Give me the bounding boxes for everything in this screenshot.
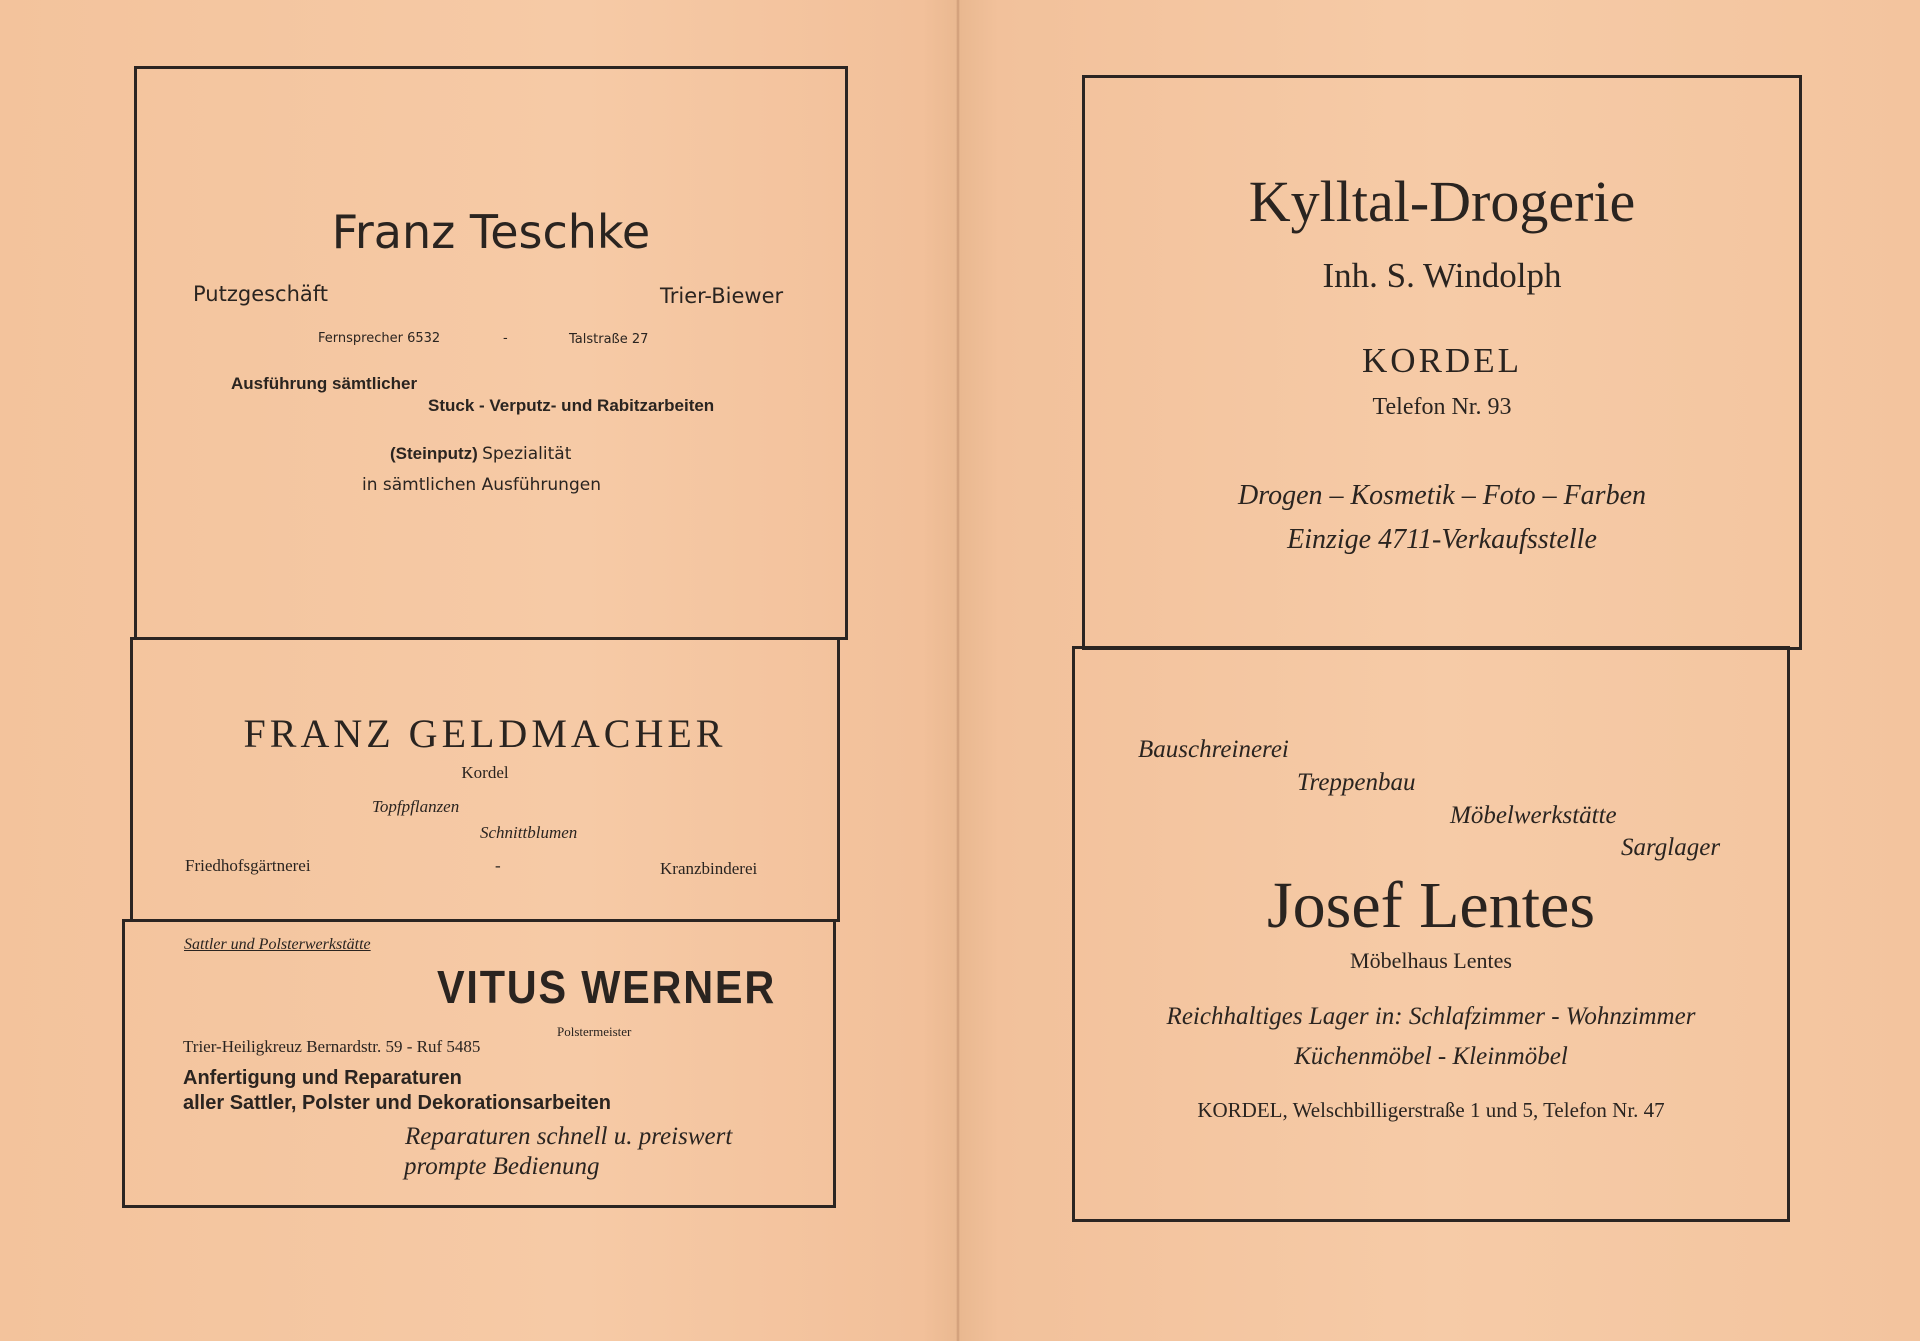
teschke-phone: Fernsprecher 6532 [318,331,441,346]
werner-line1: Anfertigung und Reparaturen [183,1067,462,1089]
geldmacher-item2: Schnittblumen [480,823,578,842]
teschke-specialty [390,444,571,464]
teschke-name: Franz Teschke [331,205,651,259]
werner-slogan2: prompte Bedienung [404,1153,600,1180]
geldmacher-right: Kranzbinderei [660,859,758,878]
drogerie-products: Drogen – Kosmetik – Foto – Farben [1237,480,1647,511]
lentes-address: KORDEL, Welschbilligerstraße 1 und 5, Telefon Nr. 47 [1197,1098,1665,1122]
page-fold [956,0,960,1341]
teschke-spec-bold: (Steinputz) [390,444,478,463]
lentes-name: Josef Lentes [1266,869,1596,942]
lentes-trade2: Treppenbau [1297,769,1416,796]
lentes-trade4: Sarglager [1621,834,1721,861]
teschke-spec-line2: in sämtlichen Ausführungen [362,475,601,495]
geldmacher-place: Kordel [461,763,509,782]
werner-line2: aller Sattler, Polster und Dekorationsarbeiten [183,1092,611,1114]
teschke-spec-rest: Spezialität [482,444,572,464]
geldmacher-left: Friedhofsgärtnerei [185,856,311,875]
teschke-address: Talstraße 27 [569,332,649,347]
lentes-shop: Möbelhaus Lentes [1350,948,1512,973]
drogerie-note: Einzige 4711-Verkaufsstelle [1287,524,1597,555]
werner-trade: Sattler und Polsterwerkstätte [184,936,371,953]
lentes-trade3: Möbelwerkstätte [1450,802,1617,829]
werner-title: Polstermeister [557,1024,632,1039]
geldmacher-separator: - [495,856,501,875]
teschke-line1: Ausführung sämtlicher [231,374,418,393]
drogerie-name: Kylltal-Drogerie [1248,169,1636,234]
werner-slogan1: Reparaturen schnell u. preiswert [405,1123,733,1150]
geldmacher-name: FRANZ GELDMACHER [243,711,727,756]
drogerie-phone: Telefon Nr. 93 [1372,394,1512,420]
werner-address: Trier-Heiligkreuz Bernardstr. 59 - Ruf 5485 [183,1037,481,1056]
geldmacher-item1: Topfpflanzen [372,797,460,816]
teschke-location: Trier-Biewer [660,284,784,308]
lentes-stock2: Küchenmöbel - Kleinmöbel [1294,1043,1568,1070]
teschke-separator: - [503,331,508,346]
lentes-trade1: Bauschreinerei [1138,736,1289,763]
drogerie-place: KORDEL [1362,341,1522,380]
werner-name: VITUS WERNER [437,961,777,1013]
ad-teschke [134,66,848,640]
drogerie-owner: Inh. S. Windolph [1322,256,1562,295]
teschke-line2: Stuck - Verputz- und Rabitzarbeiten [428,396,715,415]
lentes-stock1: Reichhaltiges Lager in: Schlafzimmer - Wohnzimmer [1166,1003,1696,1030]
teschke-trade: Putzgeschäft [193,282,329,306]
